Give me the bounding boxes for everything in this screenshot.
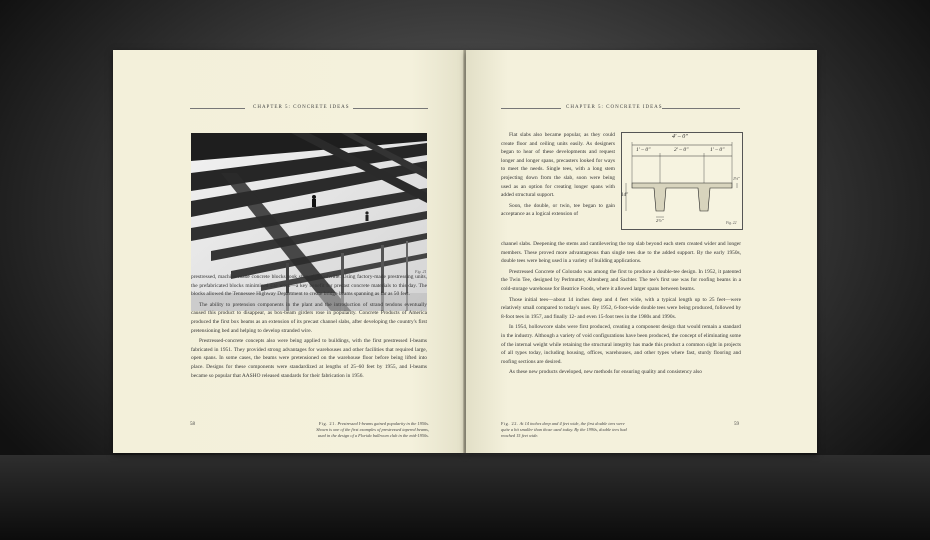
caption-lead: Fig. 22. [501, 421, 519, 426]
paragraph: Flat slabs also became popular, as they could create floor and ceiling units easily. As designers began to hear of these developments and request longer and longer spans, precasters looked for ways to meet the needs. Single tees, with a long stem projecting down from the slab, soon were being used as an option for creating longer spans with added structural support. [501, 132, 615, 199]
paragraph: In 1954, hollowcore slabs were first produced, creating a component design that would remain a standard in the industry. Although a variety of void configurations have been produced, the concept of eliminating some of the internal weight while retaining the structural integrity has made this product a common sight in projects of all types today, including housing, offices, warehouses, and other types where fast, sturdy flooring and roofing sections are desired. [501, 324, 741, 365]
paragraph: Soon, the double, or twin, tee began to gain acceptance as a logical extension of [501, 202, 615, 218]
paragraph: prestressed, machine-made concrete blocks took shape in Nashville. Using factory-made prestressing units, the prefabricated blocks minimized site work—a key benefit for precast concrete materials to this day. The blocks allowed the Tennessee Highway Department to create bridge beams spanning as far as 50 feet. [191, 274, 427, 298]
running-head-right: CHAPTER 5: CONCRETE IDEAS [566, 105, 663, 110]
paragraph: Prestressed Concrete of Colorado was among the first to produce a double-tee design. In 1952, it patented the Twin Tee, designed by Perlmutter, Altenberg and Sachter. The tee's first use was for roofing beams in a cold-storage warehouse for Beatrice Foods, where it allowed larger spans between beams. [501, 268, 741, 292]
dimension-overall: 4' – 0" [672, 134, 688, 140]
left-page [113, 50, 464, 453]
running-head-rule-left [501, 108, 561, 109]
running-head-rule-right [662, 108, 740, 109]
figure-caption-left [311, 421, 429, 440]
caption-text: Prestressed I-beams gained popularity in the 1950s. Shown is one of the first examples of prestressed tapered beams, used in the design of a Florida ballroom club in the mid-1950s. [316, 421, 429, 439]
paragraph: Prestressed-concrete concepts also were being applied to buildings, with the first prestressed I-beams fabricated in 1951. They provided strong advantages for warehouses and other facilities that required large, open spans. In some cases, the beams were pretensioned on the warehouse floor before being lifted into place. Designs for these components were standardized at lengths of 25–60 feet by 1955, and I-beams became so popular that AASHO released standards for their fabrication in 1956. [191, 338, 427, 379]
left-body-text [191, 273, 427, 382]
page-number-right: 59 [734, 422, 739, 427]
dimension-seg-a: 1' – 0" [636, 147, 651, 153]
paragraph: channel slabs. Deepening the stems and cantilevering the top slab beyond each stem created wider and longer members. These proved more advantageous than single tees due to the added support. By the early 1950s, double tees were being used in a variety of building applications. [501, 241, 741, 265]
figure-label-22: Fig. 22 [726, 221, 737, 225]
running-head-rule-left [190, 108, 245, 109]
dimension-seg-b: 2' – 0" [674, 147, 689, 153]
figure-caption-right [501, 421, 631, 440]
figure-label-21: Fig. 21 [415, 269, 427, 274]
right-page [466, 50, 817, 453]
paragraph: The ability to pretension components in the plant and the introduction of strand tendons eventually caused this product to disappear, as box-beam girders rose in popularity. Concrete Products of America produced the first box beams as an extension of its precast channel slabs, after developing the country's first pretensioning bed and helping to develop stranded wire. [191, 301, 427, 334]
caption-lead: Fig. 21. [318, 421, 337, 426]
page-number-left: 58 [190, 422, 195, 427]
running-head-left: CHAPTER 5: CONCRETE IDEAS [253, 105, 350, 110]
dimension-seg-c: 1' – 0" [710, 147, 725, 153]
dimension-depth: 14" [621, 193, 629, 198]
right-body-text [501, 240, 741, 379]
caption-text: At 14 inches deep and 4 feet wide, the first double tees were quite a bit smaller than those used today. By the 1990s, double tees had reached 15 feet wide. [501, 421, 627, 439]
dimension-stem: 2½" [656, 218, 664, 223]
paragraph: Those initial tees—about 14 inches deep and 4 feet wide, with a typical length up to 25 feet—were relatively small compared to today's uses. By 1952, 6-foot-wide double tees were being produced, followed by 8-foot tees in 1957, and finally 12- and even 15-foot tees in the 1980s and 1990s. [501, 296, 741, 320]
dimension-flange: 1½" [733, 176, 740, 181]
double-tee-diagram [621, 132, 743, 230]
running-head-rule-right [353, 108, 428, 109]
floor-reflection [0, 455, 930, 540]
right-wrap-text [501, 131, 615, 221]
paragraph: As these new products developed, new methods for ensuring quality and consistency also [509, 369, 702, 376]
